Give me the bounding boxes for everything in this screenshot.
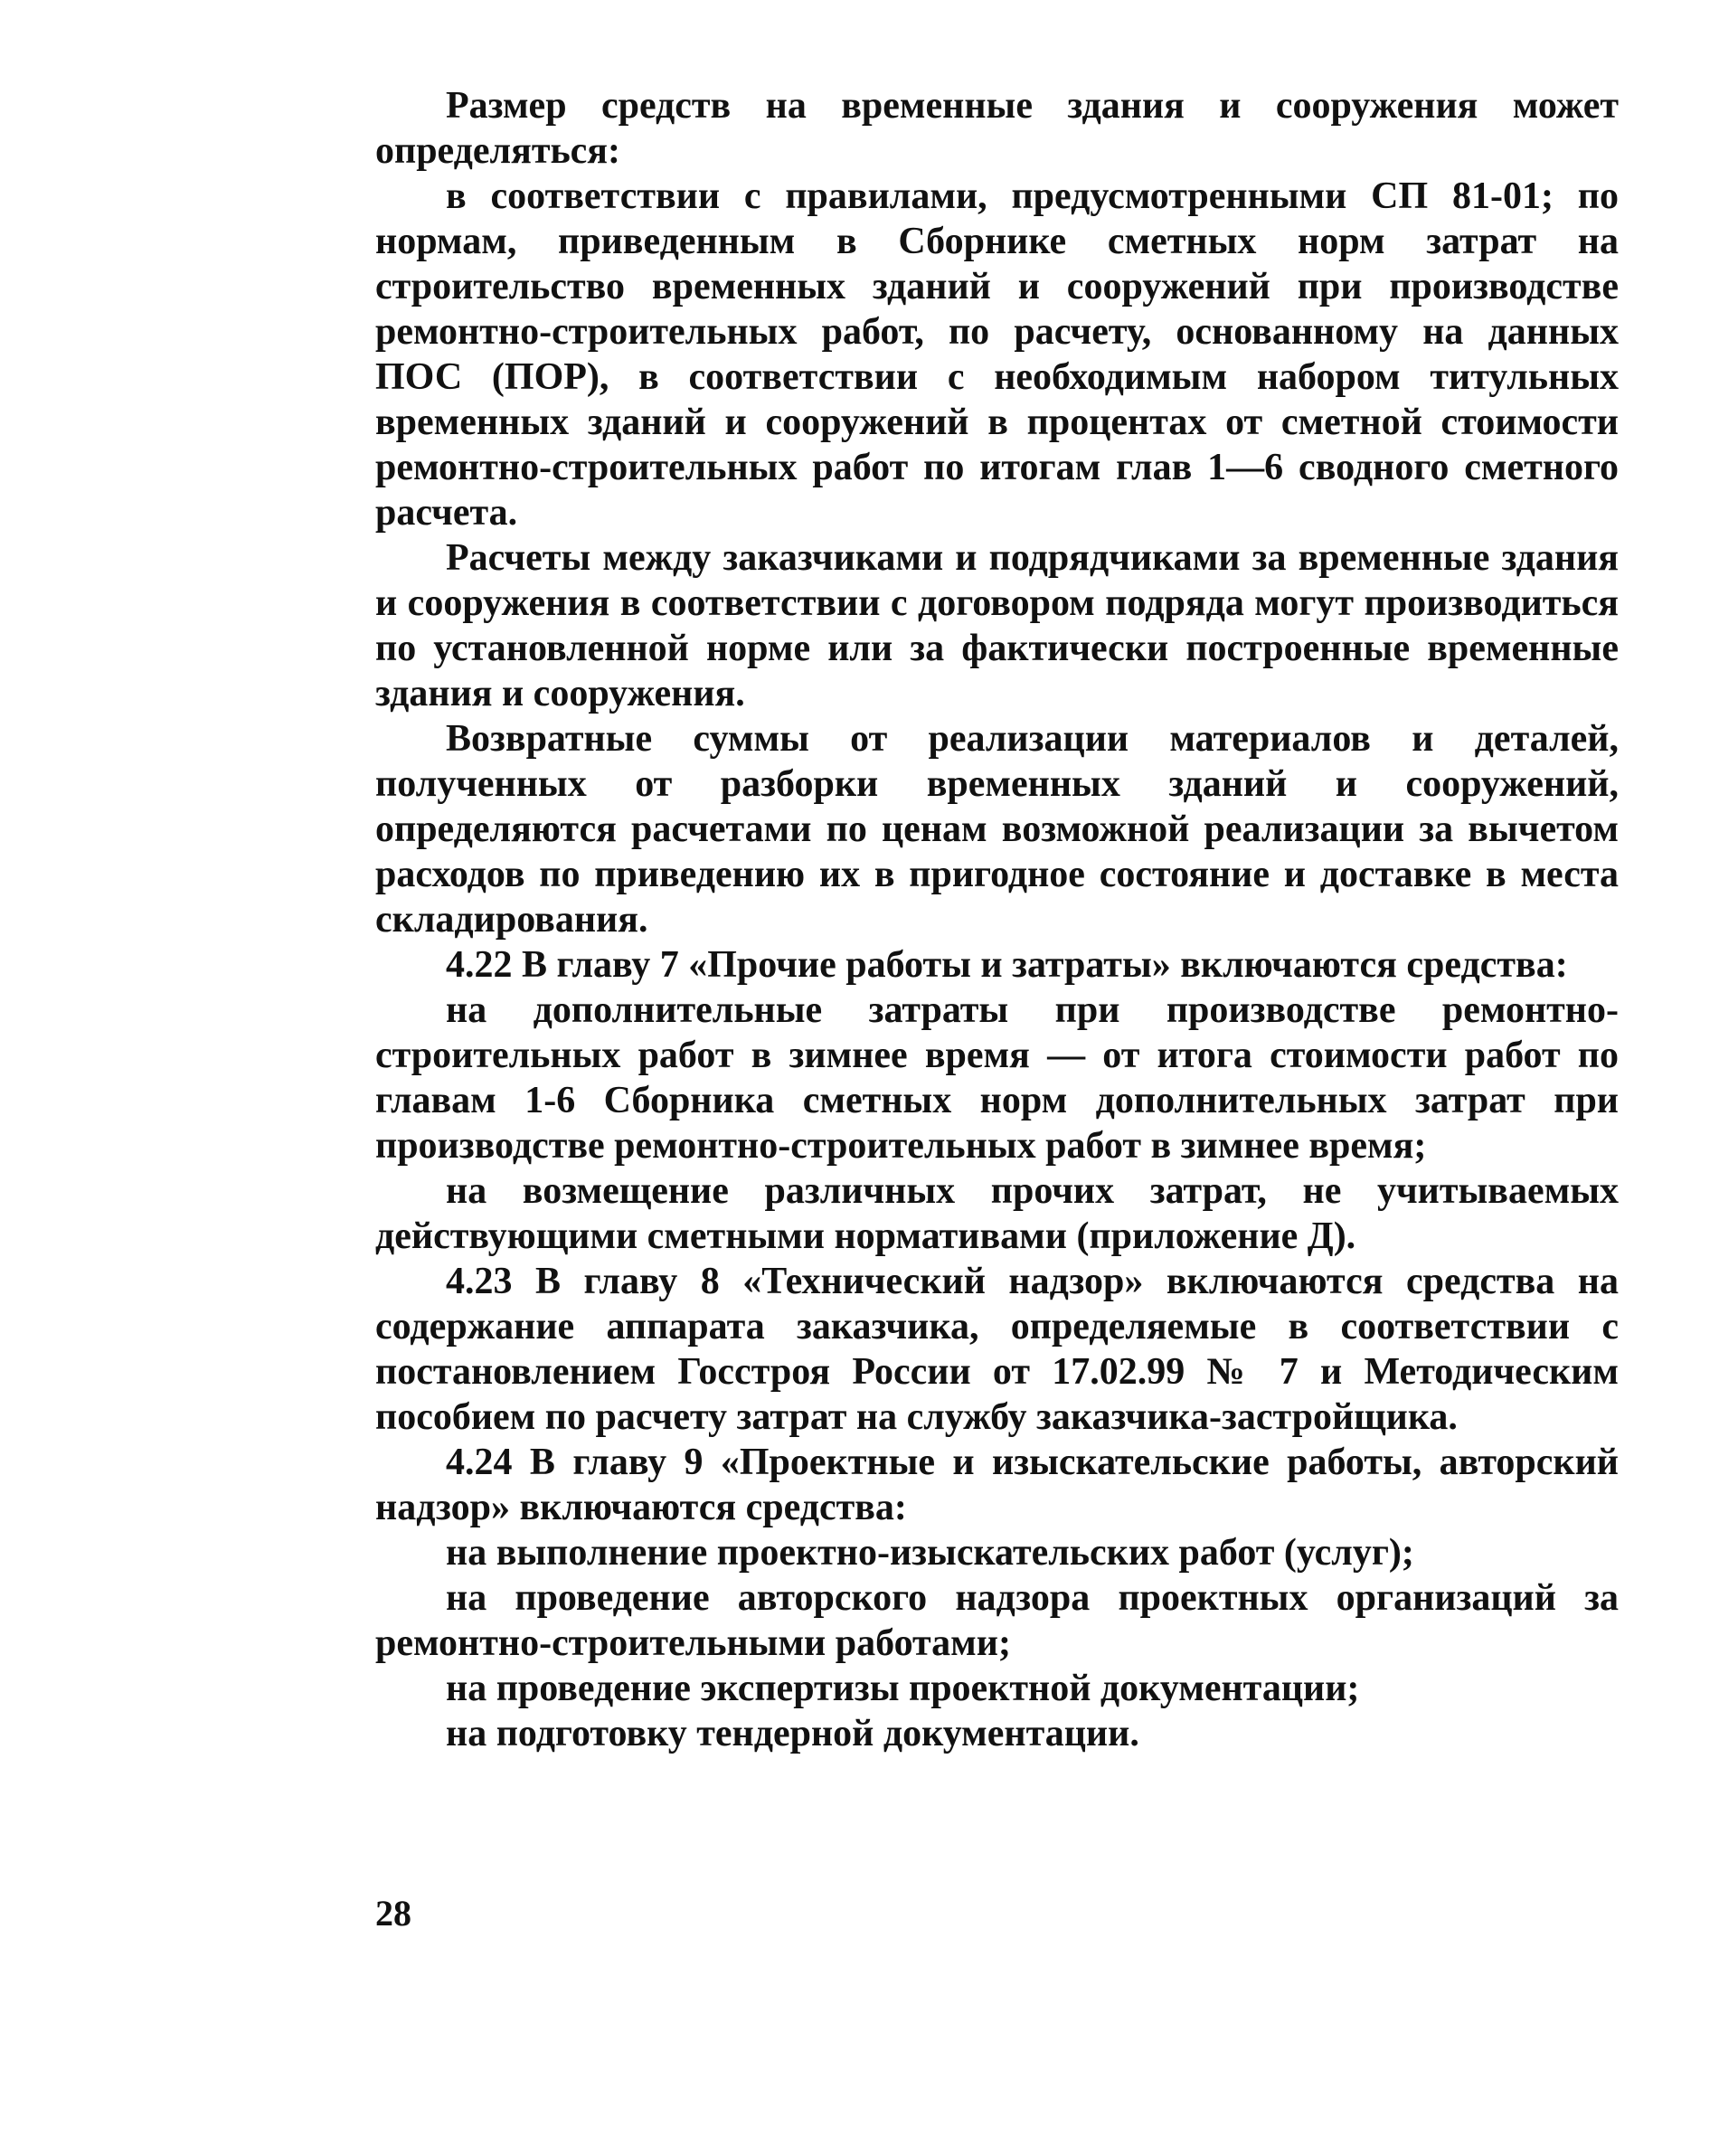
section-number: 4.24 <box>446 1442 513 1483</box>
list-item: на подготовку тендерной документации. <box>446 1713 1139 1754</box>
document-body <box>375 83 1619 1756</box>
list-item: на дополнительные затраты при производстве ремонтно-строительных работ в зимнее время — от итога стоимости работ по главам 1-6 Сборника сметных норм дополнительных затрат при производстве ремонтно-строительных работ в зимнее время; <box>375 989 1619 1167</box>
section-text: В главу 7 «Прочие работы и затраты» включаются средства: <box>512 944 1568 986</box>
section-text: В главу 8 «Технический надзор» включаются средства на содержание аппарата заказчика, определяемые в соответствии с постановлением Госстроя России от 17.02.99 № 7 и Методическим пособием по расчету затрат на службу заказчика-застройщика. <box>375 1261 1619 1438</box>
section-text: В главу 9 «Проектные и изыскательские работы, авторский надзор» включаются средства: <box>375 1442 1619 1528</box>
paragraph-text: в соответствии с правилами, предусмотренными СП 81-01; по нормам, приведенным в Сборнике сметных норм затрат на строительство временных зданий и сооружений при производстве ремонтно-строительных работ, по расчету, основанному на данных ПОС (ПОР), в соответствии с необходимым набором титульных временных зданий и сооружений в процентах от сметной стоимости ремонтно-строительных работ по итогам глав 1—6 сводного сметного расчета. <box>375 175 1619 534</box>
list-item: на выполнение проектно-изыскательских работ (услуг); <box>446 1532 1414 1574</box>
list-item: на проведение авторского надзора проектных организаций за ремонтно-строительными работами; <box>375 1577 1619 1664</box>
paragraph: Расчеты между заказчиками и подрядчиками за временные здания и сооружения в соответствии с договором подряда могут производиться по установленной норме или за фактически построенные временные здания и сооружения. <box>375 537 1619 714</box>
list-item: на проведение экспертизы проектной документации; <box>446 1668 1360 1709</box>
paragraph: Возвратные суммы от реализации материалов и деталей, полученных от разборки временных зданий и сооружений, определяются расчетами по ценам возможной реализации за вычетом расходов по приведению их в пригодное состояние и доставке в места складирования. <box>375 718 1619 941</box>
list-item: на возмещение различных прочих затрат, не учитываемых действующими сметными нормативами (приложение Д). <box>375 1170 1619 1257</box>
paragraph: Размер средств на временные здания и сооружения может определяться: <box>375 85 1619 172</box>
page-number: 28 <box>375 1893 411 1934</box>
section-4-22 <box>375 942 1619 988</box>
paragraph <box>375 174 1619 535</box>
section-number: 4.23 <box>446 1261 513 1302</box>
section-number: 4.22 <box>446 944 513 986</box>
section-4-24 <box>375 1440 1619 1530</box>
section-4-23 <box>375 1259 1619 1440</box>
